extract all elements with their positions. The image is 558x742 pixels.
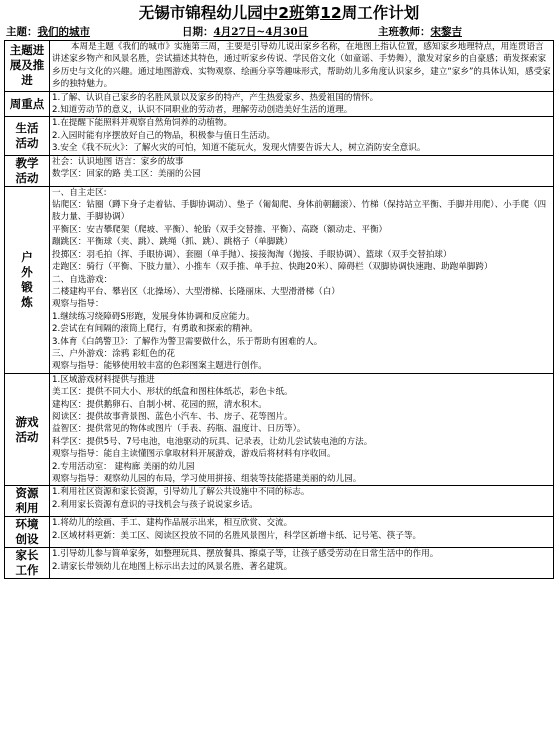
content-line: 1.将幼儿的绘画、手工、建构作品展示出来，相互欣赏、交流。: [52, 518, 293, 529]
content-line: 阅读区：提供故事背景图、蓝色小汽车、书、房子、花等图片。: [52, 411, 293, 422]
content-line: 二、自选游戏：: [52, 274, 113, 285]
row-label-part: 周重点: [9, 96, 45, 111]
content-line: 本周是主题《我们的城市》实施第三周，主要是引导幼儿说出家乡名称，在地图上指认位置，感知家乡地理特点，用连贯语言讲述家乡物产和风景名胜，尝试描述其特色，通过听家乡传说、学民俗文化（如童谣、手势舞），激发对家乡的自豪感；萌发探索家乡历史与文化的兴趣。通过地图游戏、实物观察、绘画分享等趣味形式，帮助幼儿多角度认识家乡，建立“家乡”的具体认知，感受家乡的独特魅力。: [52, 42, 551, 90]
row-content: [50, 155, 554, 186]
row-theme-progress: [5, 41, 554, 92]
content-line: 社会：认识地图 语言：家乡的故事: [52, 156, 184, 167]
content-line: 二楼建构平台、攀岩区（北操场）、大型滑梯、长隆丽床、大型滑滑梯（白）: [52, 286, 340, 297]
page-title: [4, 2, 554, 24]
title-week-number: 12: [320, 4, 342, 22]
row-label-part: 利用: [15, 501, 39, 516]
date-value: 4月27日~4月30日: [213, 26, 309, 38]
content-line: 数学区：回家的路 美工区：美丽的公园: [52, 169, 201, 180]
row-label: [5, 486, 50, 517]
content-line: 2.利用家长资源有意识的寻找机会与孩子说说家乡话。: [52, 499, 258, 510]
content-line: 2.知道劳动节的意义，认识不同职业的劳动者，理解劳动创造美好生活的道理。: [52, 105, 353, 116]
content-line: 2.请家长带领幼儿在地图上标示出去过的风景名胜、著名建筑。: [52, 561, 293, 572]
row-label-part: 活动: [15, 136, 39, 151]
row-content: [50, 517, 554, 548]
page: [4, 0, 554, 579]
content-line: 美工区：提供不同大小、形状的纸盒和图柱体纸芯，彩色卡纸。: [52, 387, 293, 398]
row-label-part: 教学: [15, 155, 39, 170]
row-label-part: 进: [21, 73, 33, 88]
row-label-part: 外: [21, 264, 33, 279]
content-line: 观察与指导：观察幼儿园的布局，学习使用拼接、组装等技能搭建美丽的幼儿园。: [52, 474, 362, 484]
content-line: 观察与指导：能够使用较丰富的色彩图案主题进行创作。: [52, 361, 267, 372]
content-line: 2.区域材料更新：美工区、阅读区投放不同的名胜风景图片，科学区新增卡纸、记号笔、筷子等。: [52, 530, 422, 541]
row-content: [50, 486, 554, 517]
theme-label: 主题：: [6, 26, 38, 38]
row-parent-work: [5, 548, 554, 579]
row-life-activity: [5, 117, 554, 155]
content-line: 三、户外游戏：涂鸦 彩虹色的花: [52, 348, 176, 359]
content-line: 2.入园时能有序摆放好自己的物品，积极参与值日生活动。: [52, 130, 276, 141]
row-label: [5, 517, 50, 548]
title-school: 无锡市锦程幼儿园: [138, 4, 263, 22]
row-content: [50, 117, 554, 155]
content-line: 观察与指导：能自主读懂图示拿取材料开展游戏，游戏后将材料有序收回。: [52, 449, 336, 460]
content-line: 科学区：提供5号、7号电池，电池驱动的玩具、记录表，让幼儿尝试装电池的方法。: [52, 436, 373, 447]
row-label: [5, 186, 50, 373]
content-line: 一、自主走区:: [52, 187, 107, 198]
content-line: 2.专用活动室： 建构廊 美丽的幼儿园: [52, 461, 195, 472]
date-field: [182, 24, 378, 40]
row-label-part: 创设: [15, 532, 39, 547]
content-line: 走跑区：骑行（平衡、下肢力量）、小推车（双手推、单手拉、快跑20米）、障碍栏（双脚协调快速跑、助跑单脚跨）: [52, 262, 493, 273]
content-line: 益智区：提供常见的物体或图片（手表、药瓶、温度计、日历等）。: [52, 424, 306, 435]
title-week-prefix: 第: [304, 4, 321, 22]
row-label: [5, 155, 50, 186]
content-line: 观察与指导：: [52, 299, 104, 310]
content-line: 建构区：提供鹅卵石、自制小树、花园的照，清水积木。: [52, 399, 267, 410]
row-label: [5, 548, 50, 579]
row-content: [50, 186, 554, 373]
row-label-part: 活动: [15, 429, 39, 444]
row-label-part: 主题进: [9, 43, 45, 58]
row-label: [5, 41, 50, 92]
row-content: [50, 373, 554, 486]
row-label-part: 家长: [15, 548, 39, 563]
row-outdoor-exercise: [5, 186, 554, 373]
row-weekly-focus: [5, 91, 554, 117]
row-teaching-activity: [5, 155, 554, 186]
row-label: [5, 117, 50, 155]
row-label-part: 锻: [21, 279, 33, 294]
row-environment-setup: [5, 517, 554, 548]
content-line: 钻爬区：钻圈（蹲下身子走着钻、手脚协调动）、垫子（匍匐爬、身体前朝翻滚）、竹梯（保持站立平衡、手脚并用爬）、小手爬（四肢力量、手脚协调）: [52, 200, 547, 223]
content-line: 1.区域游戏材料提供与推进: [52, 374, 155, 385]
row-label: [5, 373, 50, 486]
title-class: 中2班: [262, 4, 305, 22]
row-label-part: 环境: [15, 517, 39, 532]
content-line: 3.体育《白鸽警卫》：了解作为警卫需要做什么，乐于帮助有困难的人。: [52, 336, 323, 347]
content-line: 1.引导幼儿参与简单家务，如整理玩具、摆放餐具、擦桌子等，让孩子感受劳动在日常生活中的作用。: [52, 549, 439, 560]
row-label-part: 游戏: [15, 414, 39, 429]
row-content: [50, 548, 554, 579]
row-label-part: 生活: [15, 121, 39, 136]
meta-row: [4, 24, 554, 40]
content-line: 2.尝试在有间隔的滚筒上爬行，有勇敢和探索的精神。: [52, 324, 258, 335]
content-line: 投掷区：羽毛拍（挥、手眼协调）、套圈（单手抛）、接接淘淘（抛接、手眼协调）、篮球（双手交替拍球）: [52, 249, 452, 260]
content-line: 3.安全《我不玩火》：了解火灾的可怕，知道不能玩火，发现火情要告诉大人，树立消防安全意识。: [52, 143, 426, 154]
row-label-part: 炼: [21, 294, 33, 309]
date-label: 日期：: [182, 26, 214, 38]
row-label-part: 展及推: [9, 58, 45, 73]
row-game-activity: [5, 373, 554, 486]
content-line: 1.利用社区资源和家长资源，引导幼儿了解公共设施中不同的标志。: [52, 487, 310, 498]
plan-table: [4, 40, 554, 579]
theme-field: [4, 24, 182, 40]
content-line: 1.继续练习绕障碍S形跑，发展身体协调和反应能力。: [52, 311, 255, 322]
row-label-part: 活动: [15, 170, 39, 185]
row-label-part: 资源: [15, 486, 39, 501]
row-content: [50, 91, 554, 117]
content-line: 平衡区：安吉攀爬架（爬坡、平衡）、轮胎（双手交替推、平衡）、高跷（额动走、平衡）: [52, 224, 388, 235]
content-line: 1.在提醒下能照料并观察自然角饲养的动植物。: [52, 118, 233, 129]
content-line: 1.了解、认识自己家乡的名胜风景以及家乡的特产，产生热爱家乡、热爱祖国的情怀。: [52, 92, 379, 103]
row-resource-use: [5, 486, 554, 517]
theme-value: 我们的城市: [37, 26, 90, 38]
row-content: [50, 41, 554, 92]
title-suffix: 周工作计划: [341, 4, 420, 22]
content-line: 蹦跳区：平衡球（夹、跳）、跳绳（抓、跳）、跳格子（单脚跳）: [52, 237, 293, 248]
row-label-part: 户: [21, 249, 33, 264]
teacher-field: [378, 24, 554, 40]
teacher-label: 主班教师：: [378, 26, 431, 38]
row-label-part: 工作: [15, 563, 39, 578]
row-label: [5, 91, 50, 117]
teacher-value: 宋黎吉: [430, 26, 462, 38]
